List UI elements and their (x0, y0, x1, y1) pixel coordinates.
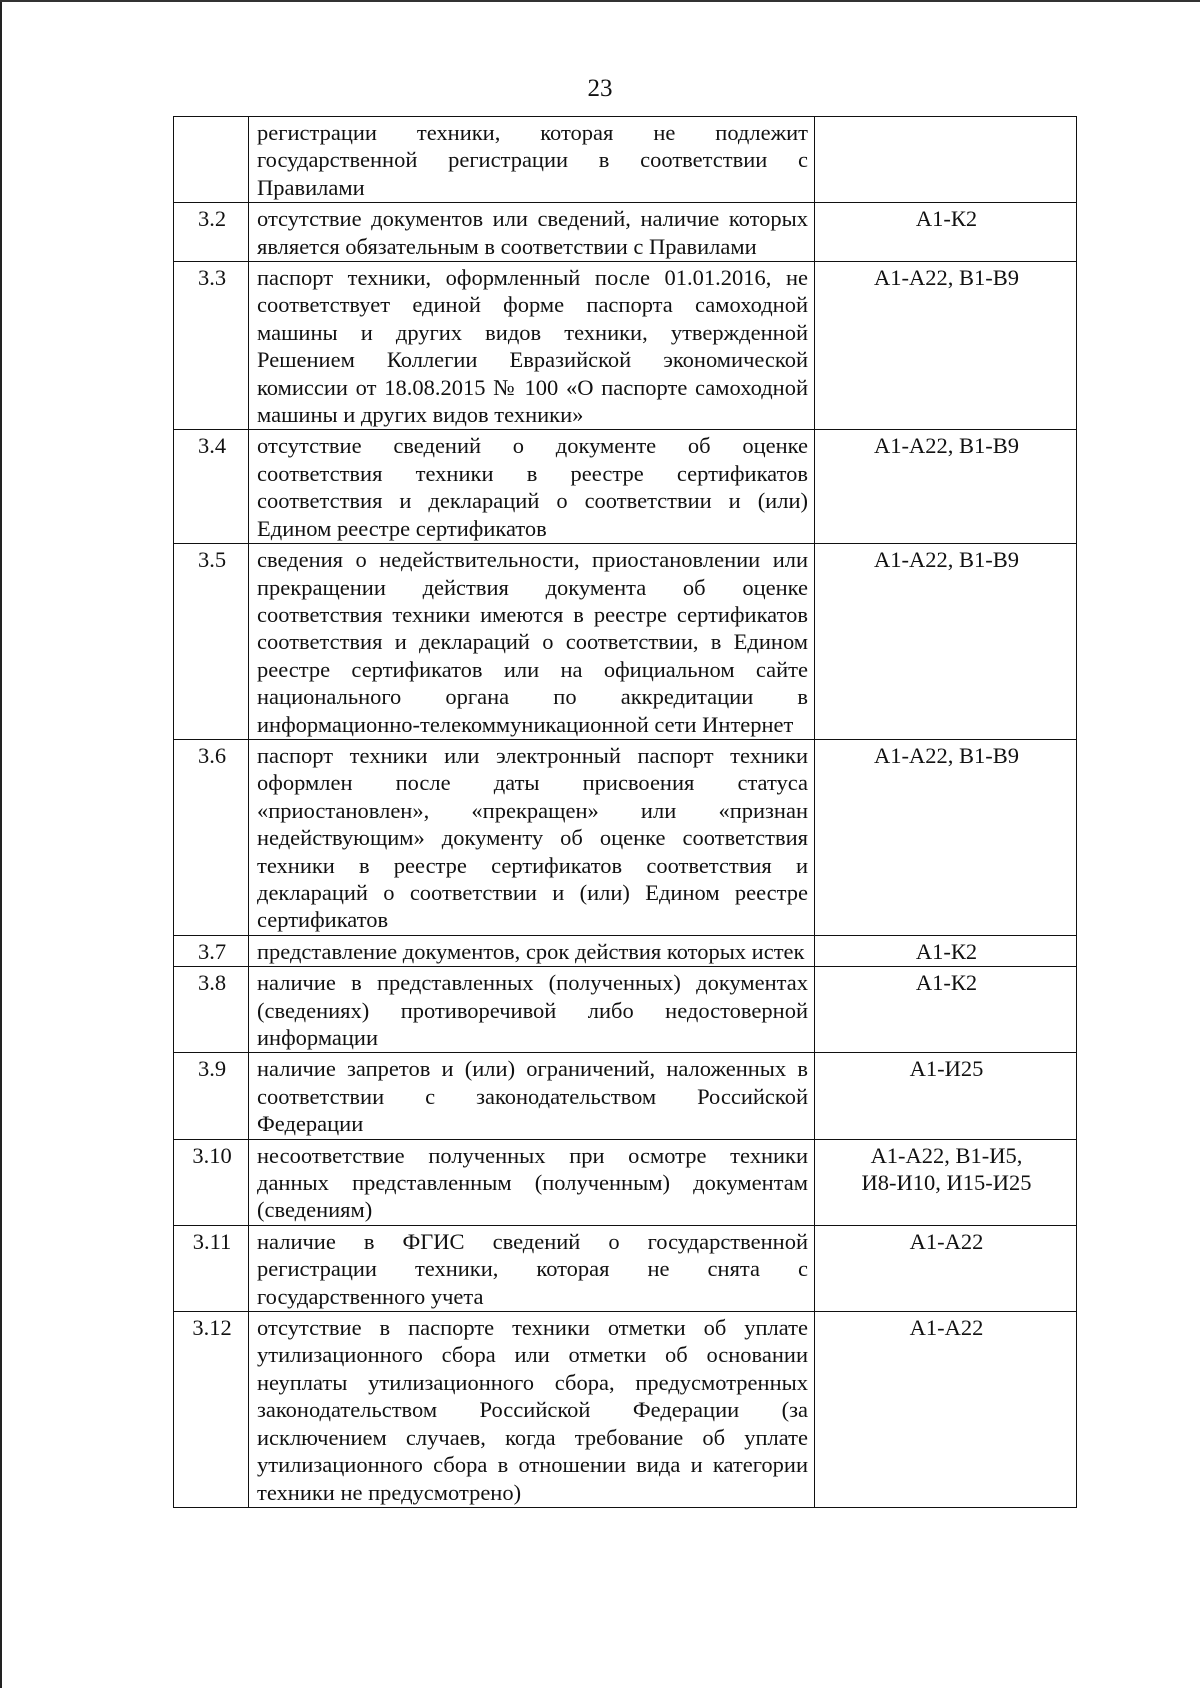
row-number: 3.2 (174, 203, 249, 262)
row-codes (815, 203, 1077, 262)
row-description: наличие запретов и (или) ограничений, наложенных в соответствии с законодательством Российской Федерации (249, 1053, 815, 1139)
table-row (174, 262, 1077, 430)
code-line: И8-И10, И15-И25 (861, 1170, 1032, 1196)
row-description: наличие в представленных (полученных) документах (сведениях) противоречивой либо недостоверной информации (249, 967, 815, 1053)
code-line: А1-А22, В1-И5, (870, 1142, 1023, 1168)
row-codes (815, 1225, 1077, 1311)
page-number: 23 (587, 75, 613, 102)
table-row (174, 1312, 1077, 1508)
row-description: паспорт техники или электронный паспорт техники оформлен после даты присвоения статуса «приостановлен», «прекращен» или «признан недействующим» документу об оценке соответствия техники в реестре сертификатов соответствия и деклараций о соответствии и (или) Едином реестре сертификатов (249, 739, 815, 935)
code-line: А1-И25 (909, 1056, 984, 1082)
row-codes (815, 1139, 1077, 1225)
row-description: наличие в ФГИС сведений о государственной регистрации техники, которая не снята с государственного учета (249, 1225, 815, 1311)
code-line: А1-А22, В1-В9 (874, 547, 1019, 573)
table-row (174, 203, 1077, 262)
row-description: отсутствие документов или сведений, наличие которых является обязательным в соответствии с Правилами (249, 203, 815, 262)
row-number: 3.4 (174, 430, 249, 544)
scan-edge-top (0, 0, 1200, 2)
row-codes (815, 1312, 1077, 1508)
row-description: представление документов, срок действия которых истек (249, 935, 815, 966)
row-codes (815, 1053, 1077, 1139)
code-line: А1-А22, В1-В9 (874, 742, 1019, 768)
row-description: сведения о недействительности, приостановлении или прекращении действия документа об оценке соответствия техники имеются в реестре сертификатов соответствия и деклараций о соответствии, в Едином реестре сертификатов или на официальном сайте национального органа по аккредитации в информационно-телекоммуникационной сети Интернет (249, 544, 815, 740)
requirements-table (173, 116, 1077, 1508)
row-number: 3.3 (174, 262, 249, 430)
table-row (174, 1139, 1077, 1225)
code-line: А1-К2 (915, 206, 978, 232)
table-row (174, 430, 1077, 544)
row-codes (815, 262, 1077, 430)
row-codes (815, 935, 1077, 966)
code-line: А1-А22, В1-В9 (874, 265, 1019, 291)
row-codes (815, 117, 1077, 203)
table-row (174, 117, 1077, 203)
row-codes (815, 430, 1077, 544)
code-line: А1-А22 (909, 1228, 984, 1254)
table-row (174, 967, 1077, 1053)
table-body (174, 117, 1077, 1508)
row-codes (815, 544, 1077, 740)
table-row (174, 739, 1077, 935)
row-number: 3.10 (174, 1139, 249, 1225)
row-number: 3.8 (174, 967, 249, 1053)
scan-edge-left (0, 0, 2, 1688)
row-codes (815, 739, 1077, 935)
code-line: А1-А22 (909, 1315, 984, 1341)
code-line: А1-К2 (915, 970, 978, 996)
code-line: А1-А22, В1-В9 (874, 433, 1019, 459)
row-codes (815, 967, 1077, 1053)
row-number: 3.6 (174, 739, 249, 935)
row-description: регистрации техники, которая не подлежит государственной регистрации в соответствии с Правилами (249, 117, 815, 203)
table-row (174, 1225, 1077, 1311)
table-row (174, 1053, 1077, 1139)
row-description: несоответствие полученных при осмотре техники данных представленным (полученным) документам (сведениям) (249, 1139, 815, 1225)
row-number: 3.11 (174, 1225, 249, 1311)
table-row (174, 544, 1077, 740)
row-description: отсутствие сведений о документе об оценке соответствия техники в реестре сертификатов соответствия и деклараций о соответствии и (или) Едином реестре сертификатов (249, 430, 815, 544)
row-number: 3.12 (174, 1312, 249, 1508)
table-row (174, 935, 1077, 966)
row-number (174, 117, 249, 203)
row-number: 3.7 (174, 935, 249, 966)
code-line: А1-К2 (915, 938, 978, 964)
row-number: 3.9 (174, 1053, 249, 1139)
row-description: отсутствие в паспорте техники отметки об уплате утилизационного сбора или отметки об основании неуплаты утилизационного сбора, предусмотренных законодательством Российской Федерации (за исключением случаев, когда требование об уплате утилизационного сбора в отношении вида и категории техники не предусмотрено) (249, 1312, 815, 1508)
row-description: паспорт техники, оформленный после 01.01.2016, не соответствует единой форме паспорта самоходной машины и других видов техники, утвержденной Решением Коллегии Евразийской экономической комиссии от 18.08.2015 № 100 «О паспорте самоходной машины и других видов техники» (249, 262, 815, 430)
row-number: 3.5 (174, 544, 249, 740)
